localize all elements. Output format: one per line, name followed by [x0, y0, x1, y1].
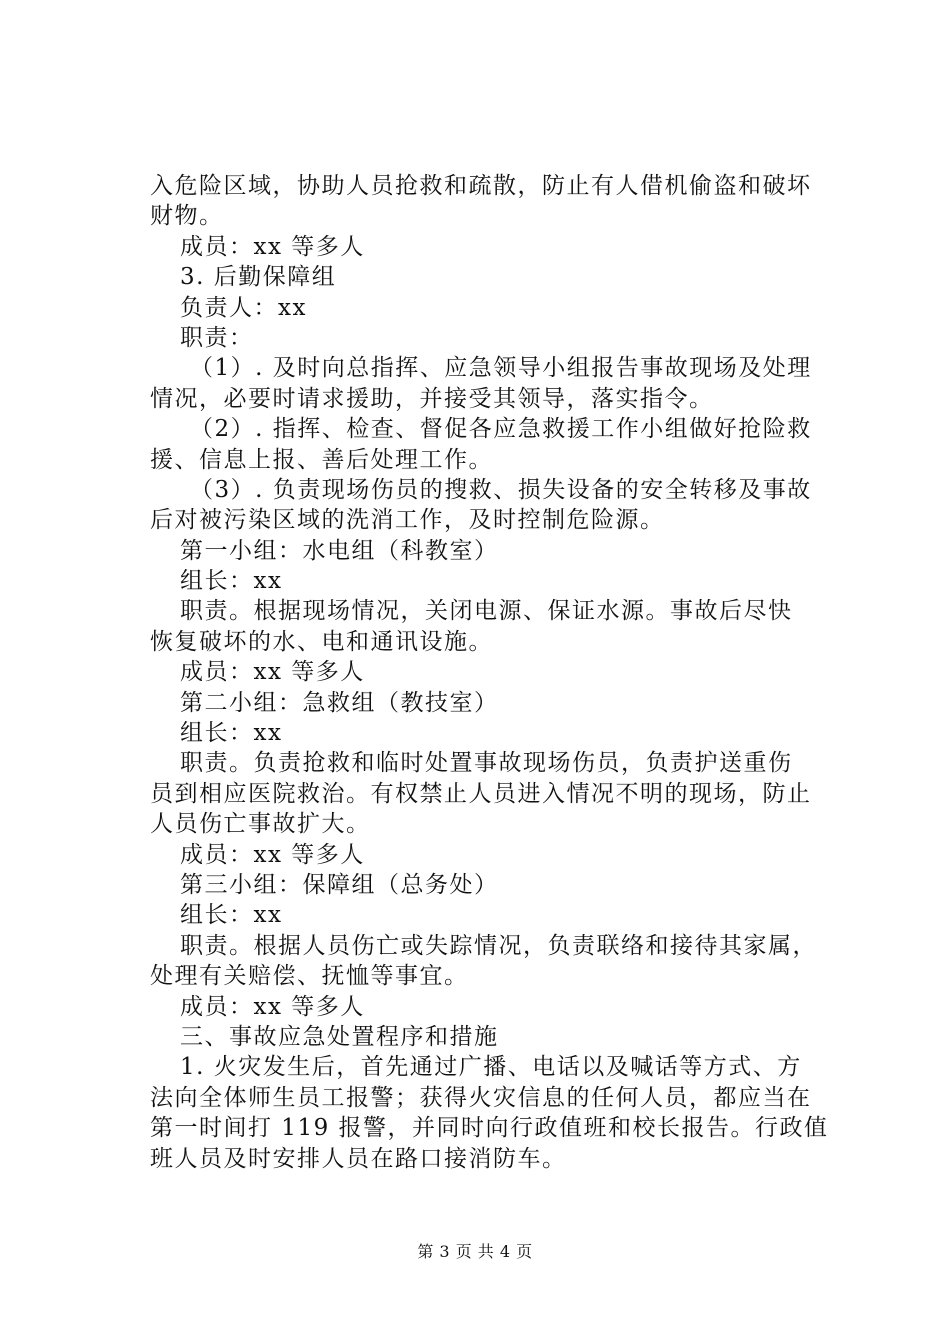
body-line: 班人员及时安排人员在路口接消防车。	[150, 1145, 567, 1172]
duty-item: （2）. 指挥、检查、督促各应急救援工作小组做好抢险救	[190, 416, 812, 443]
body-line: 员到相应医院救治。有权禁止人员进入情况不明的现场，防止	[150, 780, 812, 807]
duty-line: 职责。负责抢救和临时处置事故现场伤员，负责护送重伤	[180, 750, 793, 777]
body-line: 法向全体师生员工报警；获得火灾信息的任何人员，都应当在	[150, 1084, 812, 1111]
procedure-line: 1. 火灾发生后，首先通过广播、电话以及喊话等方式、方	[180, 1054, 802, 1081]
document-body	[150, 171, 840, 1174]
body-line: 恢复破坏的水、电和通讯设施。	[150, 628, 493, 655]
duty-line: 职责。根据人员伤亡或失踪情况，负责联络和接待其家属，	[180, 932, 817, 959]
body-line: 后对被污染区域的洗消工作，及时控制危险源。	[150, 507, 665, 534]
leader-line: 组长：xx	[180, 568, 283, 595]
body-line: 第一时间打 119 报警，并同时向行政值班和校长报告。行政值	[150, 1115, 829, 1142]
section-heading: 三、事故应急处置程序和措施	[180, 1023, 499, 1050]
duty-item: （1）. 及时向总指挥、应急领导小组报告事故现场及处理	[190, 355, 812, 382]
duty-label: 职责：	[180, 324, 254, 351]
body-line: 援、信息上报、善后处理工作。	[150, 446, 493, 473]
group-heading: 第三小组：保障组（总务处）	[180, 871, 499, 898]
members-line: 成员：xx 等多人	[180, 993, 365, 1020]
section-heading: 3. 后勤保障组	[180, 264, 337, 291]
group-heading: 第二小组：急救组（教技室）	[180, 689, 499, 716]
leader-line: 组长：xx	[180, 902, 283, 929]
duty-line: 职责。根据现场情况，关闭电源、保证水源。事故后尽快	[180, 598, 793, 625]
body-line: 入危险区域，协助人员抢救和疏散，防止有人借机偷盗和破坏	[150, 173, 812, 199]
group-heading: 第一小组：水电组（科教室）	[180, 537, 499, 564]
body-line: 情况，必要时请求援助，并接受其领导，落实指令。	[150, 385, 714, 412]
leader-line: 负责人：xx	[180, 294, 307, 321]
duty-item: （3）. 负责现场伤员的搜救、损失设备的安全转移及事故	[190, 476, 812, 503]
members-line: 成员：xx 等多人	[180, 841, 365, 868]
members-line: 成员：xx 等多人	[180, 659, 365, 686]
leader-line: 组长：xx	[180, 720, 283, 747]
page-number-footer: 第 3 页 共 4 页	[417, 1242, 533, 1261]
body-line: 处理有关赔偿、抚恤等事宜。	[150, 963, 469, 990]
body-line: 财物。	[150, 203, 224, 230]
body-line: 人员伤亡事故扩大。	[150, 811, 371, 838]
members-line: 成员：xx 等多人	[180, 233, 365, 260]
